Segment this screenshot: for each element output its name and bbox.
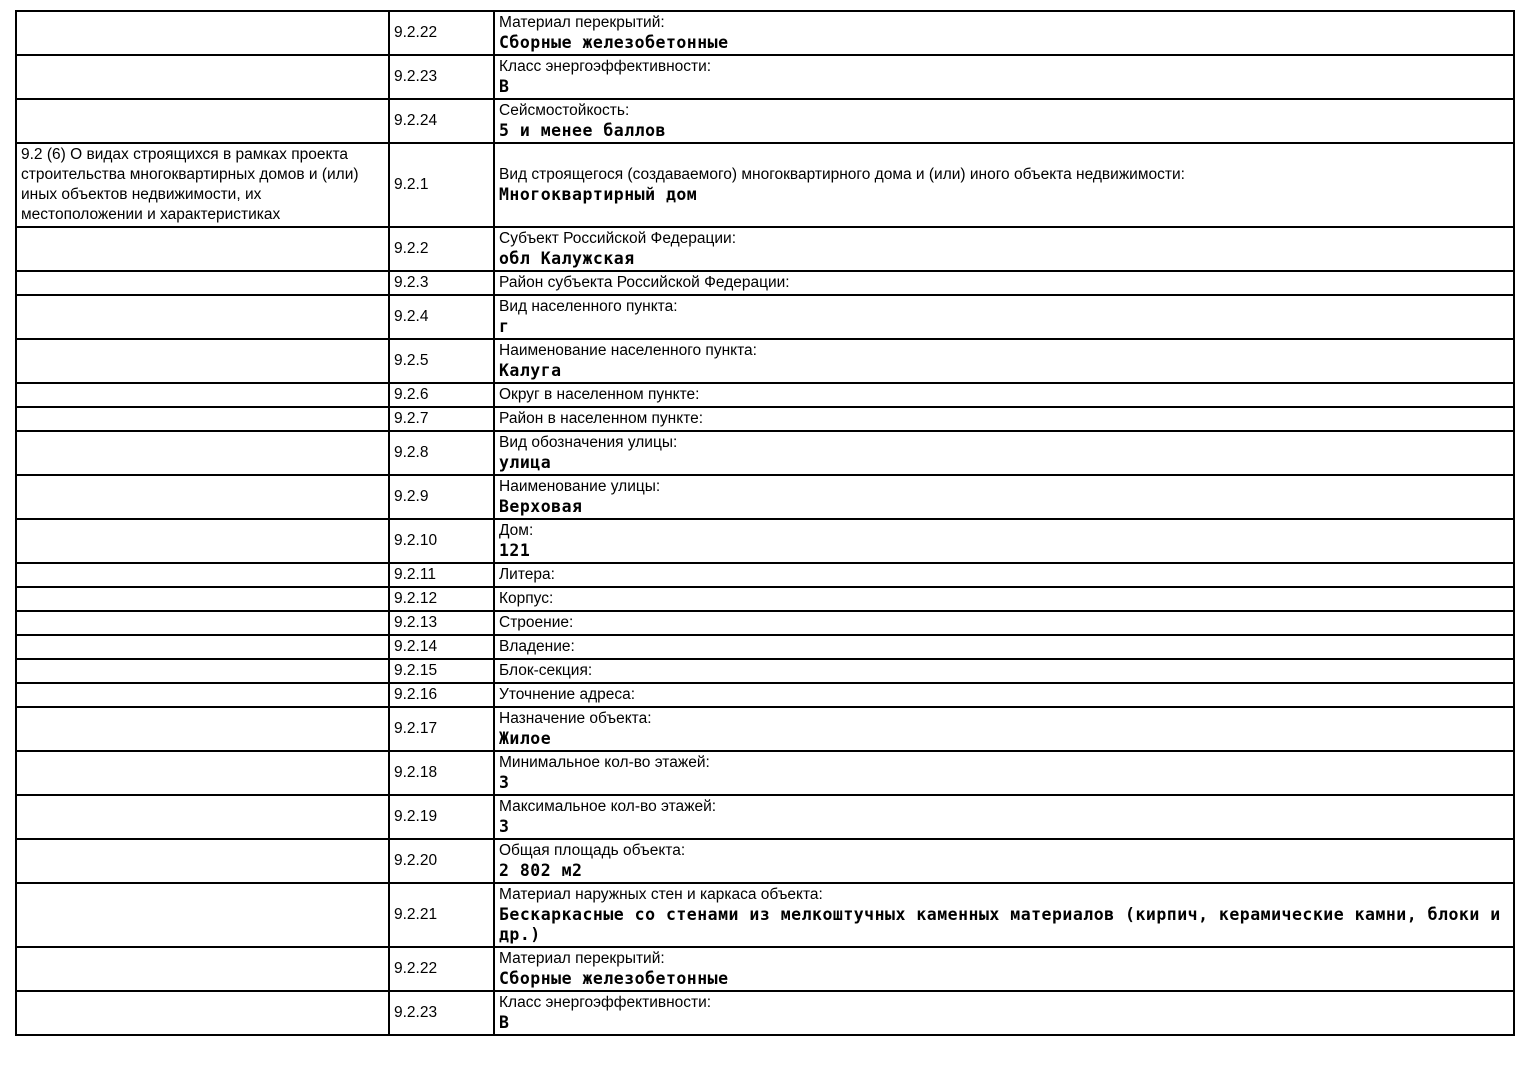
- field-value: Верховая: [499, 497, 583, 516]
- table-row: [16, 947, 1514, 991]
- row-code: 9.2.13: [389, 611, 494, 635]
- field-label: Округ в населенном пункте:: [499, 386, 700, 403]
- row-code: 9.2.21: [389, 883, 494, 947]
- row-code: 9.2.4: [389, 295, 494, 339]
- field-label: Общая площадь объекта:: [499, 842, 686, 859]
- section-cell: [16, 11, 389, 55]
- table-row: [16, 707, 1514, 751]
- row-code: 9.2.1: [389, 143, 494, 227]
- section-cell: [16, 519, 389, 563]
- row-code: 9.2.24: [389, 99, 494, 143]
- row-code: 9.2.7: [389, 407, 494, 431]
- table-row: [16, 271, 1514, 295]
- row-code: 9.2.8: [389, 431, 494, 475]
- table-row: [16, 295, 1514, 339]
- field-value: Жилое: [499, 729, 552, 748]
- field-label: Наименование улицы:: [499, 478, 661, 495]
- section-cell: [16, 635, 389, 659]
- field-label: Класс энергоэффективности:: [499, 58, 712, 75]
- row-code: 9.2.3: [389, 271, 494, 295]
- section-cell: [16, 587, 389, 611]
- field-value: г: [499, 317, 510, 336]
- section-cell: [16, 55, 389, 99]
- field-label: Литера:: [499, 566, 555, 583]
- declaration-table: [15, 10, 1515, 1036]
- content-cell: [494, 431, 1514, 475]
- section-cell: [16, 407, 389, 431]
- content-cell: [494, 11, 1514, 55]
- content-cell: [494, 707, 1514, 751]
- field-label: Вид строящегося (создаваемого) многоквартирного дома и (или) иного объекта недвижимости:: [499, 166, 1185, 183]
- table-row: [16, 611, 1514, 635]
- field-value: В: [499, 1013, 510, 1032]
- content-cell: [494, 751, 1514, 795]
- row-code: 9.2.20: [389, 839, 494, 883]
- field-label: Минимальное кол-во этажей:: [499, 754, 710, 771]
- table-row: [16, 11, 1514, 55]
- row-code: 9.2.6: [389, 383, 494, 407]
- field-label: Район в населенном пункте:: [499, 410, 704, 427]
- section-cell: [16, 431, 389, 475]
- content-cell: [494, 611, 1514, 635]
- field-label: Класс энергоэффективности:: [499, 994, 712, 1011]
- row-code: 9.2.12: [389, 587, 494, 611]
- field-label: Владение:: [499, 638, 575, 655]
- table-row: [16, 563, 1514, 587]
- field-value: 5 и менее баллов: [499, 121, 666, 140]
- section-cell: [16, 795, 389, 839]
- field-label: Дом:: [499, 522, 534, 539]
- table-row: [16, 383, 1514, 407]
- row-code: 9.2.17: [389, 707, 494, 751]
- content-cell: [494, 475, 1514, 519]
- row-code: 9.2.14: [389, 635, 494, 659]
- field-label: Максимальное кол-во этажей:: [499, 798, 717, 815]
- content-cell: [494, 271, 1514, 295]
- content-cell: [494, 227, 1514, 271]
- row-code: 9.2.16: [389, 683, 494, 707]
- field-label: Район субъекта Российской Федерации:: [499, 274, 790, 291]
- section-cell: [16, 563, 389, 587]
- section-cell: [16, 99, 389, 143]
- section-cell: [16, 611, 389, 635]
- row-code: 9.2.9: [389, 475, 494, 519]
- content-cell: [494, 587, 1514, 611]
- table-row: [16, 683, 1514, 707]
- content-cell: [494, 839, 1514, 883]
- table-row: [16, 839, 1514, 883]
- section-cell: [16, 475, 389, 519]
- section-cell: [16, 839, 389, 883]
- field-value: Калуга: [499, 361, 562, 380]
- row-code: 9.2.22: [389, 947, 494, 991]
- table-row: [16, 587, 1514, 611]
- content-cell: [494, 683, 1514, 707]
- table-row: [16, 519, 1514, 563]
- content-cell: [494, 947, 1514, 991]
- content-cell: [494, 383, 1514, 407]
- table-row: [16, 407, 1514, 431]
- row-code: 9.2.23: [389, 991, 494, 1035]
- field-value: 3: [499, 817, 510, 836]
- row-code: 9.2.2: [389, 227, 494, 271]
- field-value: улица: [499, 453, 552, 472]
- table-row: [16, 475, 1514, 519]
- content-cell: [494, 339, 1514, 383]
- table-row: [16, 339, 1514, 383]
- field-label: Наименование населенного пункта:: [499, 342, 757, 359]
- row-code: 9.2.15: [389, 659, 494, 683]
- field-value: Сборные железобетонные: [499, 33, 729, 52]
- table-row: [16, 55, 1514, 99]
- section-cell: [16, 227, 389, 271]
- content-cell: [494, 883, 1514, 947]
- field-label: Строение:: [499, 614, 574, 631]
- row-code: 9.2.22: [389, 11, 494, 55]
- row-code: 9.2.19: [389, 795, 494, 839]
- content-cell: [494, 407, 1514, 431]
- field-value: 3: [499, 773, 510, 792]
- content-cell: [494, 991, 1514, 1035]
- content-cell: [494, 635, 1514, 659]
- field-label: Корпус:: [499, 590, 554, 607]
- section-cell: [16, 707, 389, 751]
- section-cell: [16, 295, 389, 339]
- section-cell: [16, 143, 389, 227]
- content-cell: [494, 659, 1514, 683]
- table-row: [16, 99, 1514, 143]
- section-cell: [16, 339, 389, 383]
- section-cell: [16, 659, 389, 683]
- section-cell: [16, 883, 389, 947]
- content-cell: [494, 55, 1514, 99]
- field-label: Субъект Российской Федерации:: [499, 230, 737, 247]
- field-value: Многоквартирный дом: [499, 185, 698, 204]
- field-label: Уточнение адреса:: [499, 686, 636, 703]
- declaration-table-body: [16, 11, 1514, 1035]
- row-code: 9.2.10: [389, 519, 494, 563]
- field-label: Материал перекрытий:: [499, 950, 665, 967]
- section-title: 9.2 (6) О видах строящихся в рамках проекта строительства многоквартирных домов и (или) иных объектов недвижимости, их местоположении и характеристиках: [21, 146, 359, 223]
- row-code: 9.2.23: [389, 55, 494, 99]
- section-cell: [16, 271, 389, 295]
- content-cell: [494, 295, 1514, 339]
- table-row: [16, 659, 1514, 683]
- row-code: 9.2.5: [389, 339, 494, 383]
- content-cell: [494, 519, 1514, 563]
- field-label: Вид обозначения улицы:: [499, 434, 678, 451]
- table-row: [16, 991, 1514, 1035]
- field-value: Бескаркасные со стенами из мелкоштучных каменных материалов (кирпич, керамические камни, блоки и др.): [499, 905, 1501, 944]
- field-value: 2 802 м2: [499, 861, 583, 880]
- field-label: Материал наружных стен и каркаса объекта:: [499, 886, 823, 903]
- field-label: Блок-секция:: [499, 662, 593, 679]
- field-value: обл Калужская: [499, 249, 635, 268]
- section-cell: [16, 947, 389, 991]
- table-row: [16, 431, 1514, 475]
- row-code: 9.2.18: [389, 751, 494, 795]
- table-row: [16, 635, 1514, 659]
- table-row: [16, 883, 1514, 947]
- field-value: В: [499, 77, 510, 96]
- row-code: 9.2.11: [389, 563, 494, 587]
- field-label: Вид населенного пункта:: [499, 298, 678, 315]
- content-cell: [494, 795, 1514, 839]
- table-row: [16, 143, 1514, 227]
- field-label: Материал перекрытий:: [499, 14, 665, 31]
- table-row: [16, 751, 1514, 795]
- table-row: [16, 227, 1514, 271]
- content-cell: [494, 143, 1514, 227]
- content-cell: [494, 563, 1514, 587]
- section-cell: [16, 751, 389, 795]
- field-value: 121: [499, 541, 531, 560]
- content-cell: [494, 99, 1514, 143]
- section-cell: [16, 383, 389, 407]
- section-cell: [16, 683, 389, 707]
- table-row: [16, 795, 1514, 839]
- field-label: Назначение объекта:: [499, 710, 652, 727]
- field-value: Сборные железобетонные: [499, 969, 729, 988]
- field-label: Сейсмостойкость:: [499, 102, 630, 119]
- section-cell: [16, 991, 389, 1035]
